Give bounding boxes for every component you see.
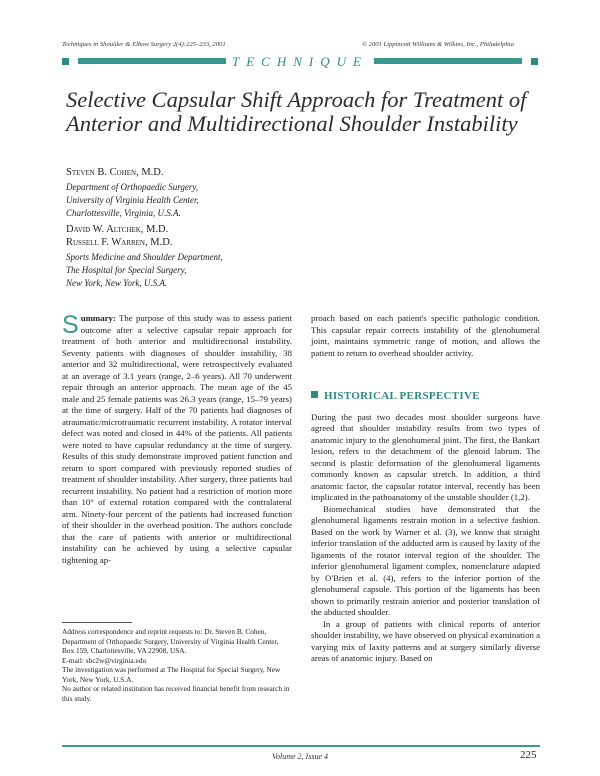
page-number: 225 [520, 749, 537, 761]
footer-rule [62, 745, 540, 747]
historical-paragraph-3: In a group of patients with clinical reports of anterior shoulder instability, we have observed on physical examination a varying mix of laxity patterns and at surgery similarly diverse areas of anatomic injury. Based on [311, 618, 540, 663]
footnote-rule [62, 622, 132, 623]
affil-line: The Hospital for Special Surgery, [66, 265, 187, 275]
footer-volume: Volume 2, Issue 4 [272, 752, 328, 761]
running-head-journal: Techniques in Shoulder & Elbow Surgery 2(4):225–233, 2001 [62, 41, 226, 48]
footnotes [62, 627, 292, 703]
author-cohen: Steven B. Cohen, M.D. [66, 167, 164, 178]
author-altchek: David W. Altchek, M.D. [66, 224, 169, 235]
affiliation-hss [66, 251, 223, 290]
historical-heading-text: HISTORICAL PERSPECTIVE [324, 390, 480, 402]
banner-square-right [531, 58, 538, 65]
summary-dropcap: S [62, 311, 79, 339]
affil-line: University of Virginia Health Center, [66, 195, 199, 205]
footnote-email: E-mail: sbc2w@virginia.edu [62, 655, 146, 665]
summary-text: The purpose of this study was to assess patient outcome after a selective capsular repair approach for treatment of both anterior and multidirectional instability. Seventy patients with diagnoses of shoulder instability, 38 anterior and 32 multidirectional, were retrospectively evaluated at an average of 3.1 years (range, 2–6 years). All 70 underwent repair through an anterior approach. The mean age of the 45 male and 25 female patients was 26.3 years (range, 15–79 years) at the time of surgery. Half of the 70 patients had diagnoses of atraumatic/microtraumatic recurrent instability. A rotator interval defect was noted and closed in 44% of the patients. All patients were noted to have capsular redundancy at the time of surgery. Results of this study demonstrate improved patient function and return to sport compared with previously reported studies of treatment of shoulder instability. After surgery, three patients had recurrent instability. No patient had a restriction of motion more than 10° of external rotation compared with the contralateral arm. Ninety-four percent of the patients had increased function of their shoulder in the overhead position. The authors conclude that the care of patients with anterior or multidirectional instability can be achieved by using a selective capsular tightening ap- [62, 313, 292, 565]
affil-line: Charlottesville, Virginia, U.S.A. [66, 208, 181, 218]
affil-line: New York, New York, U.S.A. [66, 278, 168, 288]
affiliation-uva [66, 181, 199, 220]
banner-bar-right [374, 58, 522, 64]
historical-heading [311, 391, 540, 403]
affil-line: Sports Medicine and Shoulder Department, [66, 252, 223, 262]
right-column [311, 313, 540, 665]
summary-continuation: proach based on each patient's specific pathologic condition. This capsular repair corrects instability of the glenohumeral joint, maintains symmetric range of motion, and allows the patient to return to overhead shoulder activity. [311, 313, 540, 358]
footnote-institution: The investigation was performed at The Hospital for Special Surgery, New York, New York, U.S.A. [62, 665, 281, 684]
summary-block [62, 313, 292, 566]
running-head-publisher: © 2001 Lippincott Williams & Wilkins, Inc., Philadelphia [362, 41, 514, 48]
section-label: TECHNIQUE [232, 54, 368, 69]
article-title: Selective Capsular Shift Approach for Treatment of Anterior and Multidirectional Shoulder Instability [66, 87, 527, 136]
heading-square-icon [311, 391, 318, 398]
historical-paragraph-2: Biomechanical studies have demonstrated that the glenohumeral ligaments restrain motion in a selective fashion. Based on the work by Warner et al. (3), we know that straight inferior translation of the adducted arm is caused by laxity of the ligaments of the rotator interval region of the shoulder. The inferior glenohumeral ligament complex, nomenclature adapted by O'Brien et al. (4), refers to the inferior portion of the glenohumeral capsule. This portion of the ligaments has been shown to primarily restrain anterior and posterior translation of the abducted shoulder. [311, 503, 540, 617]
footnote-disclosure: No author or related institution has received financial benefit from research in this study. [62, 684, 290, 703]
historical-paragraph-1: During the past two decades most shoulder surgeons have agreed that shoulder instability results from two types of anatomic injury to the glenohumeral joint. The first, the Bankart lesion, refers to the detachment of the glenoid labrum. The second is plastic deformation of the glenohumeral ligaments commonly known as capsular stretch. In addition, a third anatomic factor, the capsular rotator interval, recently has been implicated in the pathoanatomy of the unstable shoulder (1,2). [311, 411, 540, 502]
affil-line: Department of Orthopaedic Surgery, [66, 182, 199, 192]
author-warren: Russell F. Warren, M.D. [66, 237, 173, 248]
footnote-correspondence: Address correspondence and reprint requests to: Dr. Steven B. Cohen, Department of Orthopaedic Surgery, University of Virginia Health Center, Box 159, Charlottesville, VA 22908, USA. [62, 627, 279, 655]
summary-lead: ummary: [80, 313, 116, 323]
